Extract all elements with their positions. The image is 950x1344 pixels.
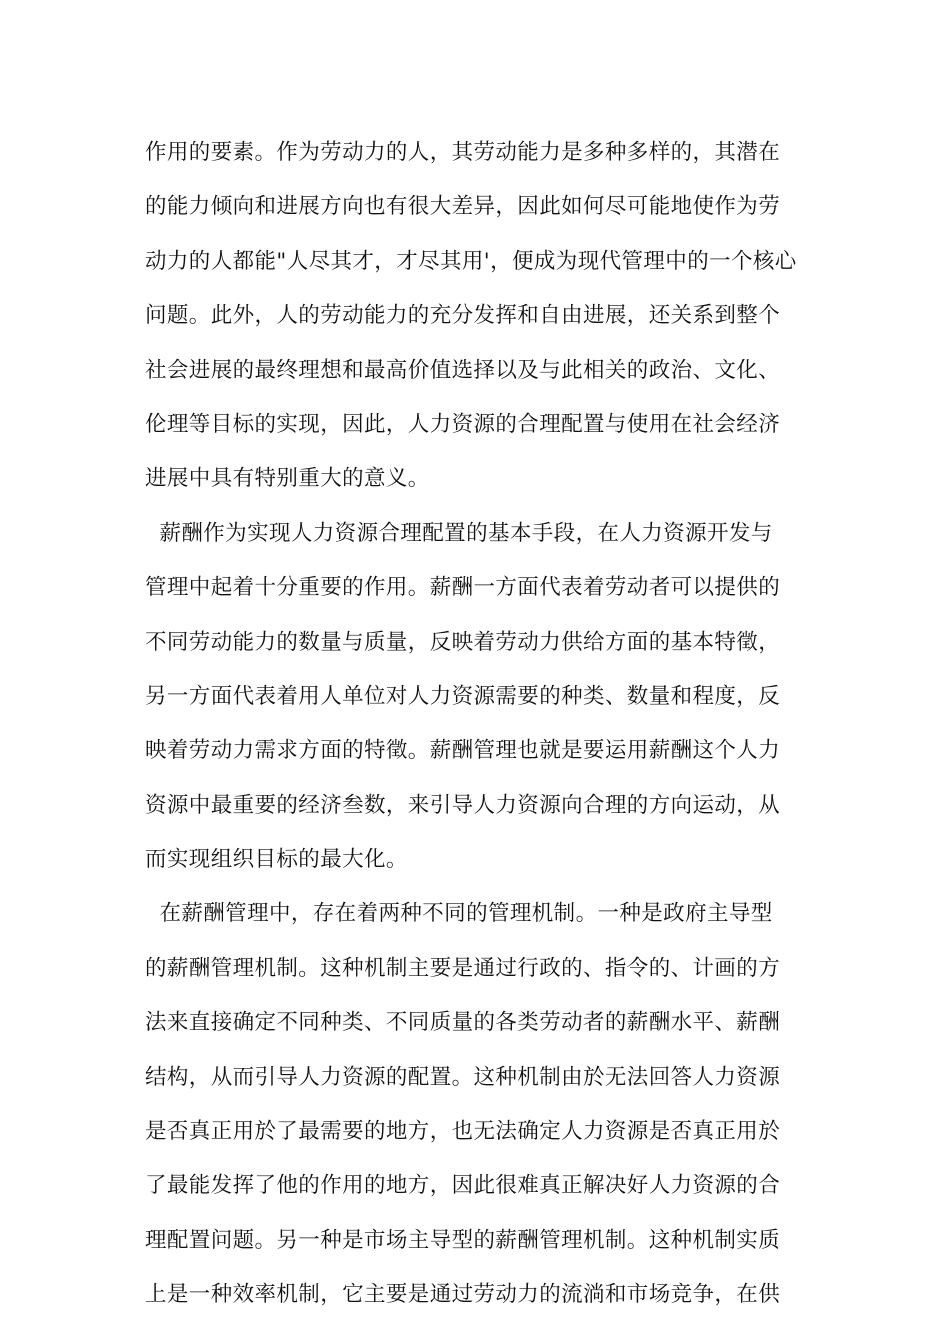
text-line: 法来直接确定不同种类、不同质量的各类劳动者的薪酬水平、薪酬 <box>145 1010 781 1036</box>
text-line: 的能力倾向和进展方向也有很大差异，因此如何尽可能地使作为劳 <box>145 194 781 220</box>
text-line: 上是一种效率机制，它主要是通过劳动力的流淌和市场竞争，在供 <box>145 1282 781 1308</box>
text-line: 作用的要素。作为劳动力的人，其劳动能力是多种多样的，其潜在 <box>145 140 781 165</box>
body-text <box>145 126 807 1323</box>
text-line: 进展中具有特别重大的意义。 <box>145 466 430 492</box>
text-line: 不同劳动能力的数量与质量，反映着劳动力供给方面的基本特徵， <box>145 629 781 655</box>
text-line: 问题。此外，人的劳动能力的充分发挥和自由进展，还关系到整个 <box>145 303 781 329</box>
text-line: 是否真正用於了最需要的地方，也无法确定人力资源是否真正用於 <box>145 1119 781 1145</box>
text-line: 映着劳动力需求方面的特徵。薪酬管理也就是要运用薪酬这个人力 <box>145 738 781 764</box>
text-line: 了最能发挥了他的作用的地方，因此很难真正解决好人力资源的合 <box>145 1173 781 1199</box>
text-line: 管理中起着十分重要的作用。薪酬一方面代表着劳动者可以提供的 <box>145 575 781 601</box>
text-line: 另一方面代表着用人单位对人力资源需要的种类、数量和程度，反 <box>145 683 781 709</box>
text-line: 薪酬作为实现人力资源合理配置的基本手段，在人力资源开发与 <box>145 520 773 546</box>
text-line: 资源中最重要的经济叁数，来引导人力资源向合理的方向运动，从 <box>145 792 781 818</box>
text-line: 在薪酬管理中，存在着两种不同的管理机制。一种是政府主导型 <box>145 901 773 927</box>
text-line: 动力的人都能"人尽其才，才尽其用'，便成为现代管理中的一个核心 <box>145 248 797 274</box>
text-line: 结构，从而引导人力资源的配置。这种机制由於无法回答人力资源 <box>145 1064 781 1090</box>
text-line: 伦理等目标的实现，因此，人力资源的合理配置与使用在社会经济 <box>145 411 781 437</box>
text-line: 理配置问题。另一种是市场主导型的薪酬管理机制。这种机制实质 <box>145 1227 781 1253</box>
text-line: 而实现组织目标的最大化。 <box>145 847 408 873</box>
text-line: 的薪酬管理机制。这种机制主要是通过行政的、指令的、计画的方 <box>145 955 781 981</box>
text-line: 社会进展的最终理想和最高价值选择以及与此相关的政治、文化、 <box>145 357 781 383</box>
